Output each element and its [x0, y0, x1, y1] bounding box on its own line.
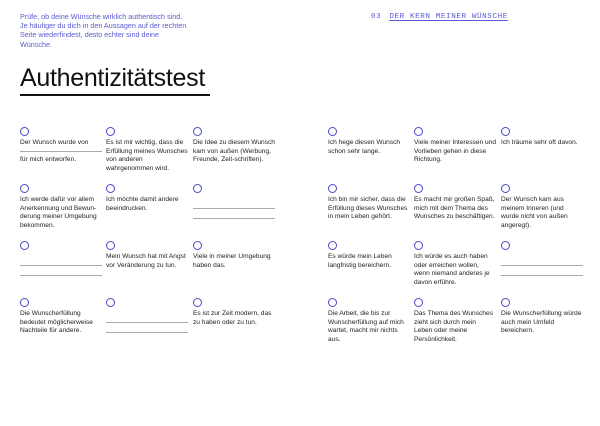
checkbox-circle[interactable] [501, 298, 510, 307]
chapter-number: 03 [371, 13, 382, 21]
statement-text: Mein Wunsch hat mit Angst vor Veränderung zu tun. [106, 253, 186, 269]
statement-text: Die Idee zu diesem Wunsch kam von außen (Werbung, Freunde, Zeit-schriften). [193, 139, 275, 164]
checkbox-circle[interactable] [20, 241, 29, 250]
checkbox-circle[interactable] [193, 241, 202, 250]
checkbox-circle[interactable] [328, 127, 337, 136]
statement-item [501, 184, 583, 230]
checkbox-circle[interactable] [20, 184, 29, 193]
checkbox-circle[interactable] [193, 184, 202, 193]
statement-text: Das Thema des Wunsches zieht sich durch mein Leben oder meine Persönlichkeit. [414, 310, 493, 343]
checkbox-circle[interactable] [501, 127, 510, 136]
statement-item [193, 127, 275, 165]
statement-text: Ich möchte damit andere beeindrucken. [106, 196, 179, 212]
statement-item [328, 184, 410, 222]
checkbox-circle[interactable] [193, 127, 202, 136]
statement-item [20, 241, 102, 276]
statement-item [20, 298, 102, 336]
fill-in-line[interactable] [20, 275, 102, 276]
checkbox-circle[interactable] [106, 241, 115, 250]
statement-item [501, 298, 583, 336]
title-underline [20, 94, 210, 96]
chapter-title: DER KERN MEINER WÜNSCHE [389, 13, 508, 21]
statement-item [414, 184, 496, 222]
statement-text: Viele in meiner Umgebung haben das. [193, 253, 271, 269]
fill-in-line[interactable] [106, 322, 188, 323]
fill-in-line[interactable] [501, 275, 583, 276]
fill-in-line[interactable] [193, 218, 275, 219]
checkbox-circle[interactable] [106, 127, 115, 136]
checkbox-circle[interactable] [501, 241, 510, 250]
checkbox-circle[interactable] [328, 241, 337, 250]
statement-text: Es würde mein Leben langfristig bereichern. [328, 253, 392, 269]
statement-item [328, 127, 410, 156]
checkbox-circle[interactable] [414, 241, 423, 250]
checkbox-circle[interactable] [20, 127, 29, 136]
checkbox-circle[interactable] [328, 184, 337, 193]
statement-item [106, 127, 188, 173]
statement-text: Ich bin mir sicher, dass die Erfüllung dieses Wunsches in mein Leben gehört. [328, 196, 408, 221]
checkbox-circle[interactable] [414, 184, 423, 193]
statement-item [106, 241, 188, 270]
statement-text: Ich träume sehr oft davon. [501, 139, 578, 146]
statement-text-after: für mich entworfen. [20, 155, 77, 163]
statement-text: Viele meiner Interessen und Vorlieben gehen in diese Richtung. [414, 139, 496, 164]
statement-text: Ich hege diesen Wunsch schon sehr lange. [328, 139, 401, 155]
statement-item [414, 298, 496, 344]
fill-in-line[interactable] [20, 265, 102, 266]
fill-in-line[interactable] [20, 151, 102, 152]
statement-item [193, 298, 275, 327]
statement-text: Es ist zur Zeit modern, das zu haben oder zu tun. [193, 310, 272, 326]
statement-item [328, 298, 410, 344]
statement-item [106, 184, 188, 213]
statement-text: Die Arbeit, die bis zur Wunscherfüllung auf mich wartet, macht mir nichts aus. [328, 310, 404, 343]
statement-item [106, 298, 188, 333]
statement-item [501, 127, 583, 148]
fill-in-line[interactable] [501, 265, 583, 266]
statement-text: Es ist mir wichtig, dass die Erfüllung meines Wunsches von anderen wahrgenommen wird. [106, 139, 188, 172]
statement-item [193, 184, 275, 219]
checkbox-circle[interactable] [328, 298, 337, 307]
intro-text: Prüfe, ob deine Wünsche wirklich authentisch sind. Je häufiger du dich in den Aussagen auf der rechten Seite wiederfindest, desto echter sind deine Wünsche. [20, 12, 187, 49]
statement-item [193, 241, 275, 270]
checkbox-circle[interactable] [106, 298, 115, 307]
statement-item [414, 241, 496, 287]
statement-text: Die Wunscherfüllung würde auch mein Umfeld bereichern. [501, 310, 582, 335]
statement-text: Es macht mir großen Spaß, mich mit dem Thema des Wunsches zu beschäftigen. [414, 196, 495, 221]
checkbox-circle[interactable] [193, 298, 202, 307]
statement-text: Der Wunsch kam aus meinem Inneren (und wurde nicht von außen angeregt). [501, 196, 568, 229]
checkbox-circle[interactable] [106, 184, 115, 193]
fill-in-line[interactable] [106, 332, 188, 333]
statement-text: Die Wunscherfüllung bedeutet möglicherweise Nachteile für andere. [20, 310, 93, 335]
statement-text: Ich würde es auch haben oder erreichen wollen, wenn niemand anderes je davon erführe. [414, 253, 490, 286]
fill-in-line[interactable] [193, 208, 275, 209]
statement-text-before: Der Wunsch wurde von [20, 139, 89, 146]
page-title: Authentizitätstest [20, 64, 205, 92]
statement-item [328, 241, 410, 270]
checkbox-circle[interactable] [501, 184, 510, 193]
statement-item [20, 127, 102, 164]
chapter-heading [371, 13, 508, 21]
checkbox-circle[interactable] [414, 127, 423, 136]
statement-item [501, 241, 583, 276]
statement-item [414, 127, 496, 165]
checkbox-circle[interactable] [20, 298, 29, 307]
statement-item [20, 184, 102, 230]
checkbox-circle[interactable] [414, 298, 423, 307]
statement-text: Ich werde dafür vor allem Anerkennung und Bewun-derung meiner Umgebung bekommen. [20, 196, 97, 229]
